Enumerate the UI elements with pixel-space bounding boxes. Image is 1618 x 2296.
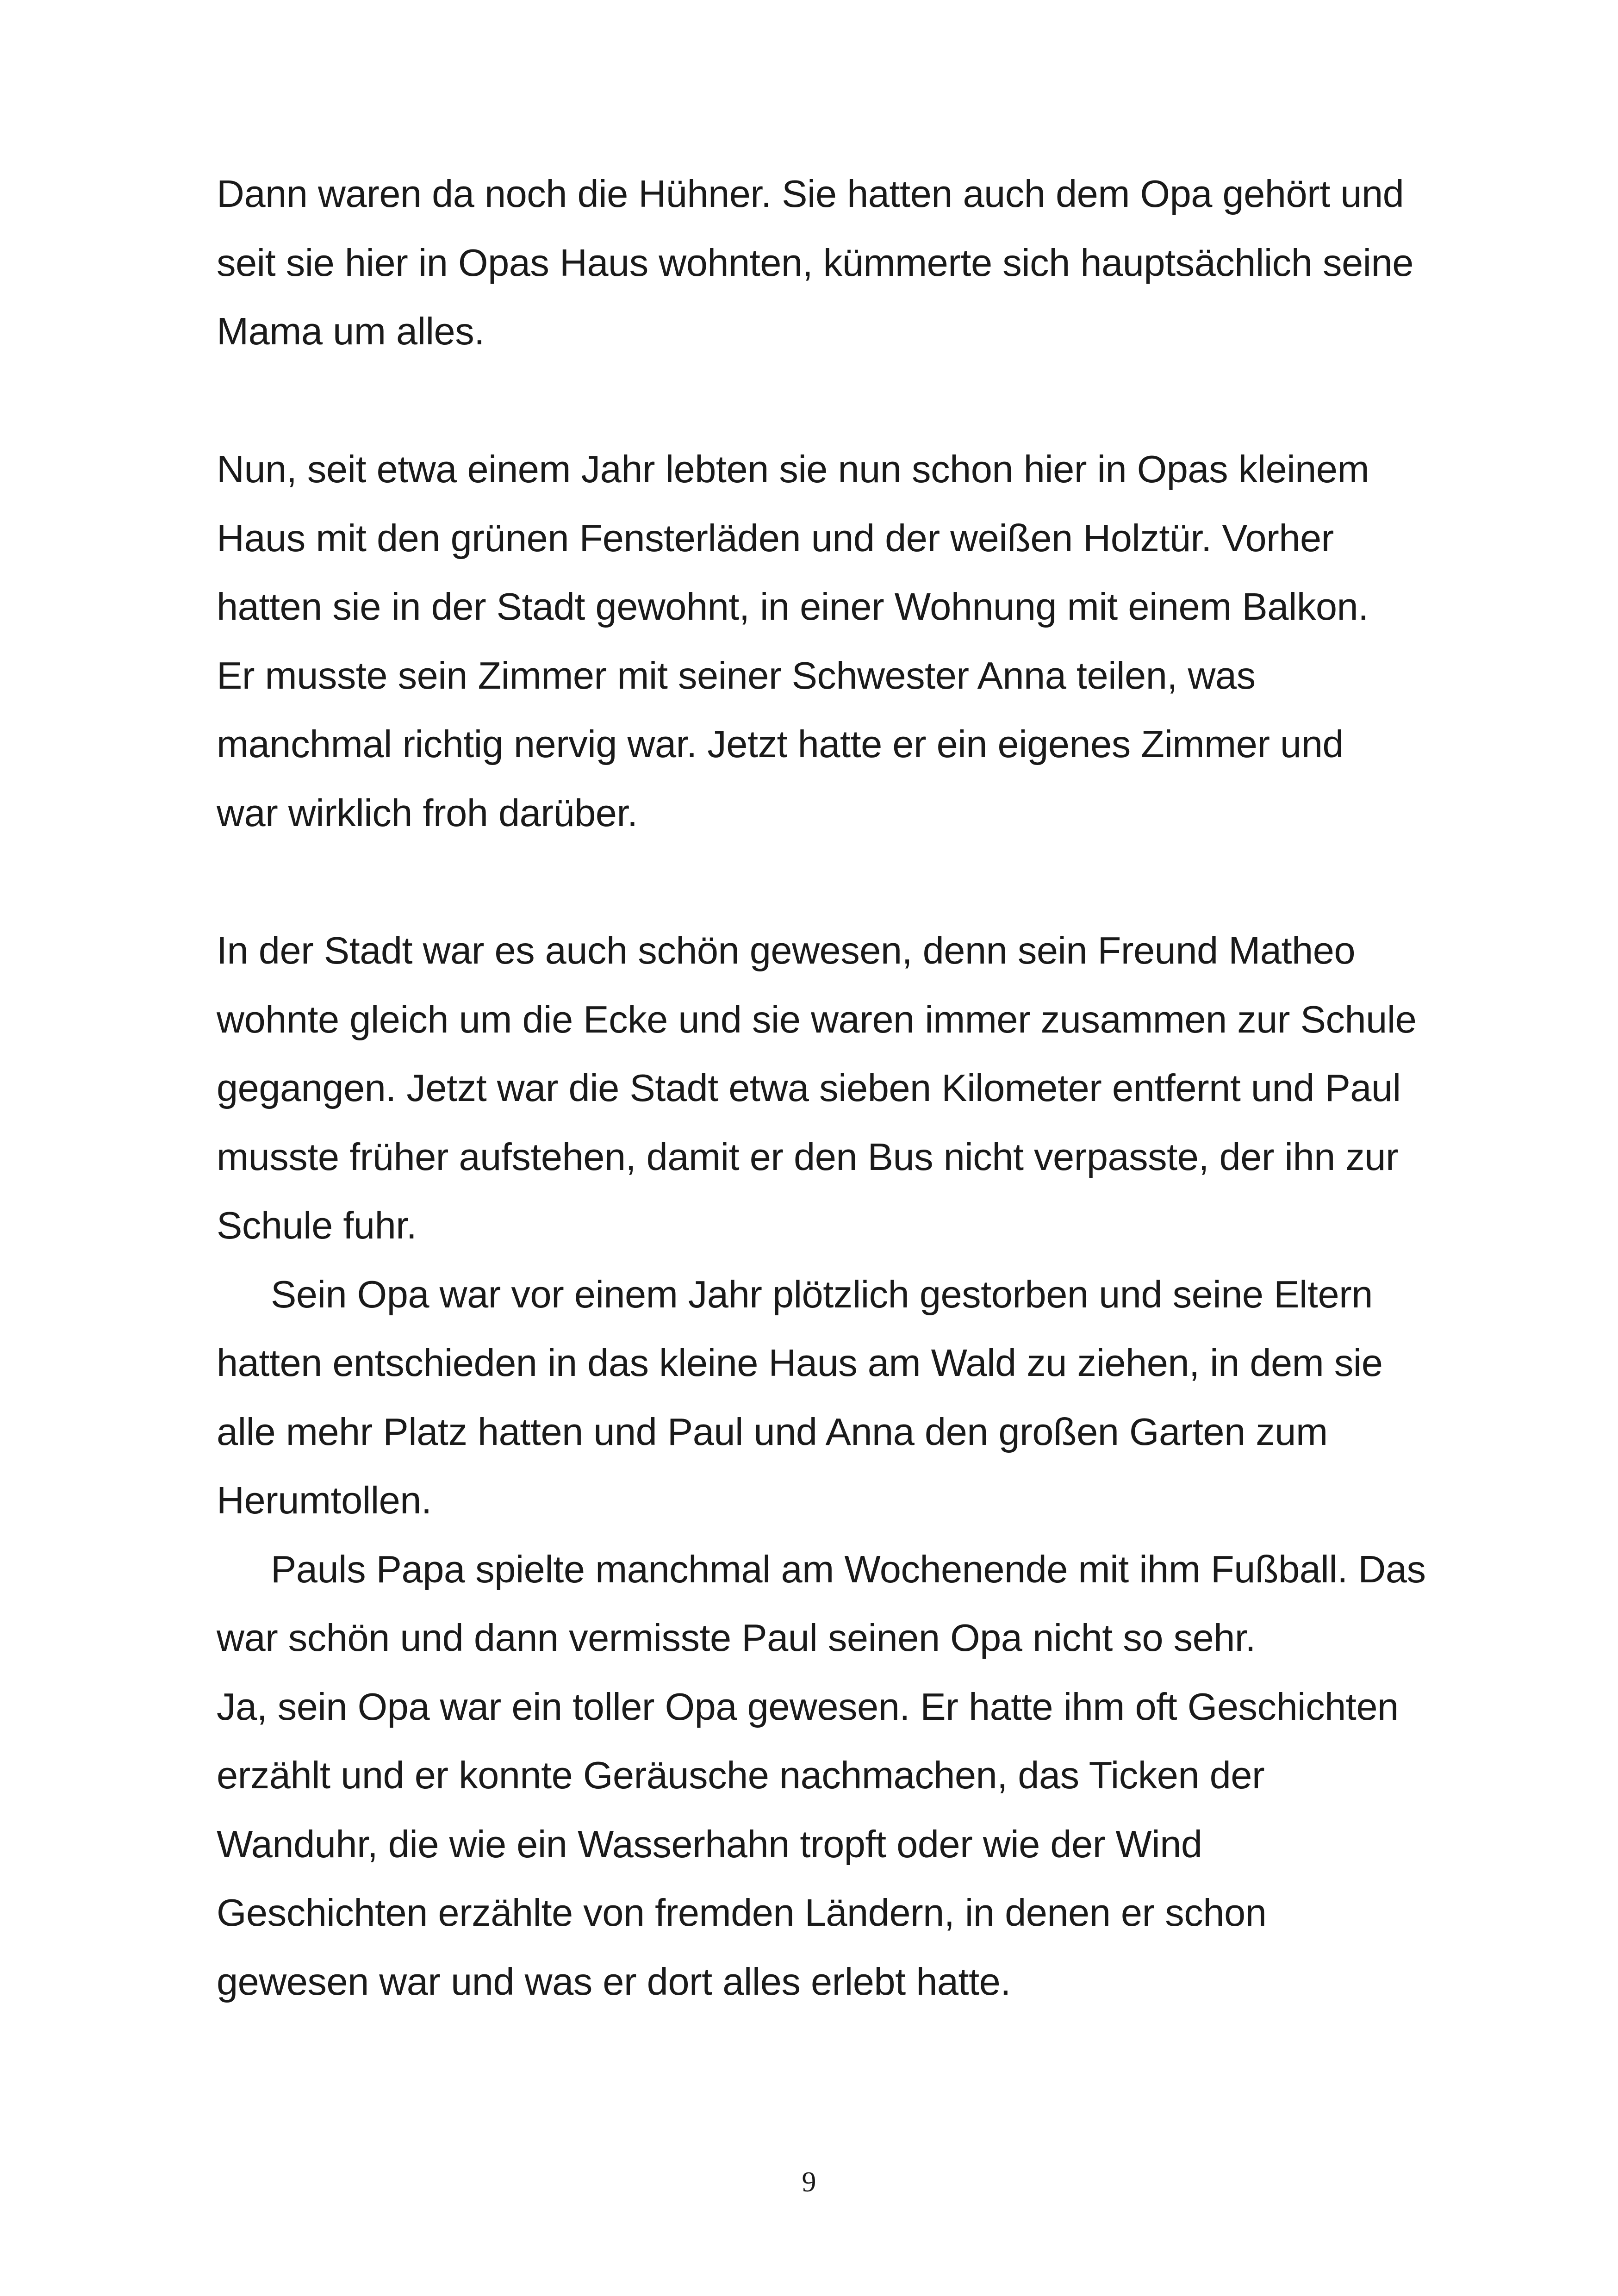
paragraph-5 (217, 1535, 1494, 1673)
text-line: Schule fuhr. (217, 1204, 417, 1247)
text-line: Dann waren da noch die Hühner. Sie hatten auch dem Opa gehört und (217, 172, 1404, 215)
paragraph-1 (217, 160, 1494, 366)
text-line: Er musste sein Zimmer mit seiner Schwester Anna teilen, was (217, 653, 1256, 697)
text-line: Nun, seit etwa einem Jahr lebten sie nun schon hier in Opas kleinem (217, 448, 1369, 491)
text-line: Mama um alles. (217, 310, 485, 353)
paragraph-4 (217, 1260, 1494, 1535)
text-line: Geschichten erzählte von fremden Ländern, in denen er schon (217, 1891, 1267, 1934)
text-line: hatten sie in der Stadt gewohnt, in einer Wohnung mit einem Balkon. (217, 585, 1369, 628)
text-line: Pauls Papa spielte manchmal am Wochenende mit ihm Fußball. Das (271, 1547, 1426, 1591)
page-number: 9 (802, 2166, 816, 2198)
text-line: gegangen. Jetzt war die Stadt etwa sieben Kilometer entfernt und Paul (217, 1066, 1401, 1109)
text-line: musste früher aufstehen, damit er den Bus nicht verpasste, der ihn zur (217, 1135, 1399, 1178)
paragraph-6 (217, 1673, 1494, 2016)
text-line: war schön und dann vermisste Paul seinen Opa nicht so sehr. (217, 1616, 1256, 1659)
text-line: erzählt und er konnte Geräusche nachmachen, das Ticken der (217, 1754, 1265, 1797)
paragraph-3 (217, 916, 1494, 1260)
text-line: Wanduhr, die wie ein Wasserhahn tropft oder wie der Wind (217, 1822, 1202, 1866)
text-line: Sein Opa war vor einem Jahr plötzlich gestorben und seine Eltern (271, 1272, 1373, 1316)
text-line: alle mehr Platz hatten und Paul und Anna den großen Garten zum (217, 1410, 1328, 1453)
text-line: seit sie hier in Opas Haus wohnten, kümmerte sich hauptsächlich seine (217, 241, 1413, 284)
text-line: In der Stadt war es auch schön gewesen, denn sein Freund Matheo (217, 929, 1356, 972)
text-line: wohnte gleich um die Ecke und sie waren immer zusammen zur Schule (217, 997, 1417, 1041)
text-line: war wirklich froh darüber. (217, 791, 638, 834)
text-line: Haus mit den grünen Fensterläden und der weißen Holztür. Vorher (217, 516, 1334, 560)
paragraph-2 (217, 435, 1494, 847)
text-line: Ja, sein Opa war ein toller Opa gewesen. Er hatte ihm oft Geschichten (217, 1685, 1399, 1728)
text-line: hatten entschieden in das kleine Haus am Wald zu ziehen, in dem sie (217, 1341, 1383, 1384)
text-line: manchmal richtig nervig war. Jetzt hatte er ein eigenes Zimmer und (217, 722, 1344, 765)
paragraph-group (217, 916, 1494, 2016)
text-line: gewesen war und was er dort alles erlebt hatte. (217, 1960, 1011, 2003)
text-line: Herumtollen. (217, 1479, 432, 1522)
